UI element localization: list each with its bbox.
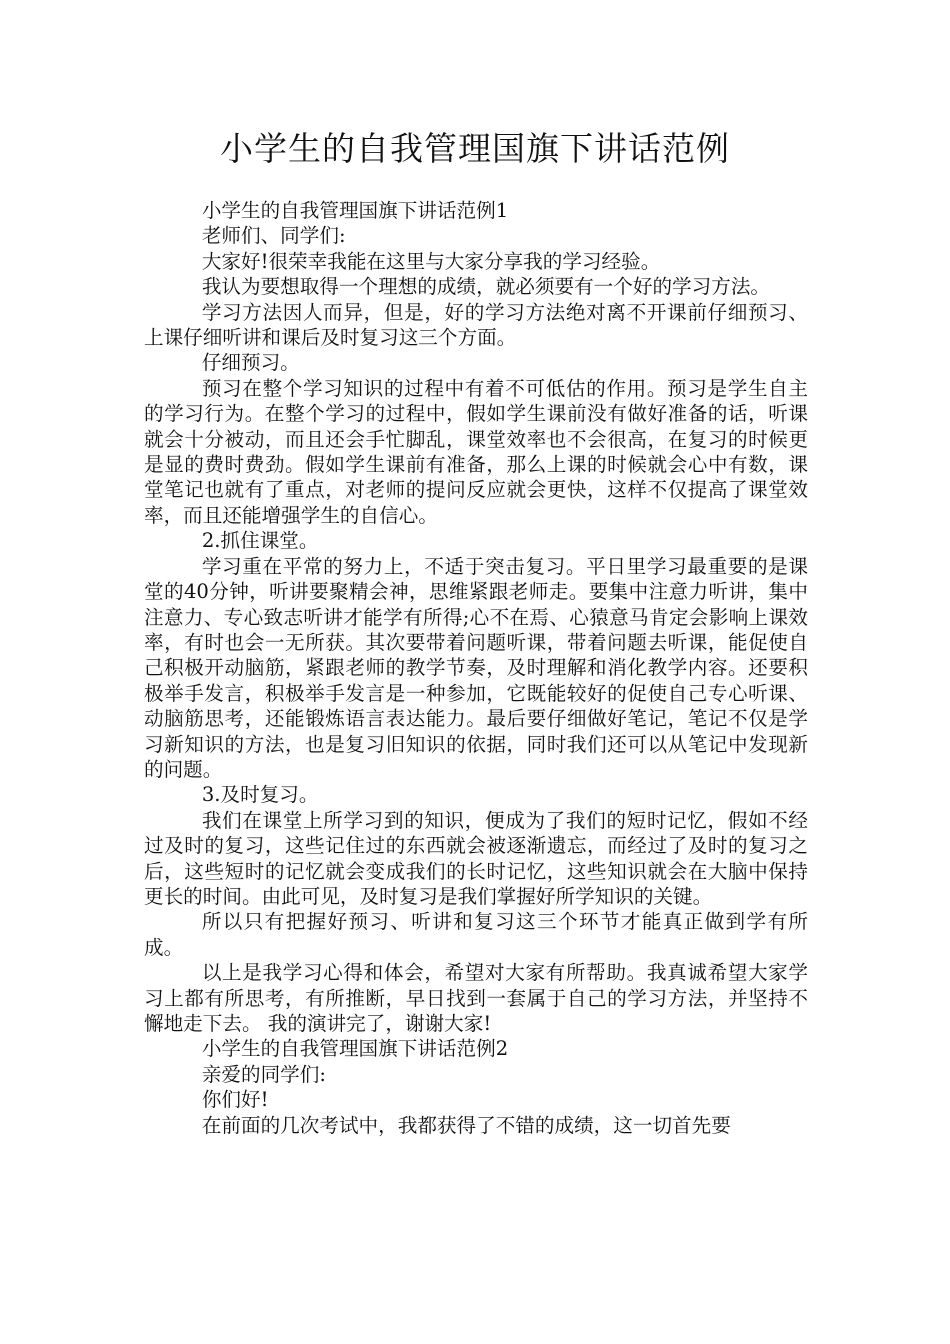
subheading-preview: 仔细预习。: [201, 351, 300, 375]
section-heading-2: 小学生的自我管理国旗下讲话范例2: [201, 1037, 509, 1061]
paragraph: 所以只有把握好预习、听讲和复习这三个环节才能真正做到学有所成。: [144, 910, 808, 959]
paragraph: 在前面的几次考试中，我都获得了不错的成绩，这一切首先要: [201, 1113, 731, 1137]
section-heading-1: 小学生的自我管理国旗下讲话范例1: [201, 199, 509, 222]
paragraph: 学习重在平常的努力上，不适于突击复习。平日里学习最重要的是课堂的40分钟，听讲要聚精会神，思维紧跟老师走。要集中注意力听讲，集中注意力、专心致志听讲才能学有所得;心不在焉、心猿意马肯定会影响上课效率，有时也会一无所获。其次要带着问题听课，带着问题去听课，能促使自己积极开动脑筋，紧跟老师的教学节奏，及时理解和消化教学内容。还要积极举手发言，积极举手发言是一种参加，它既能较好的促使自己专心听课、动脑筋思考，还能锻炼语言表达能力。最后要仔细做好笔记，笔记不仅是学习新知识的方法，也是复习旧知识的依据，同时我们还可以从笔记中发现新的问题。: [144, 554, 808, 781]
greeting: 大家好!很荣幸我能在这里与大家分享我的学习经验。: [201, 249, 661, 273]
subheading-review: 3.及时复习。: [201, 783, 319, 807]
paragraph: 学习方法因人而异，但是，好的学习方法绝对离不开课前仔细预习、上课仔细听讲和课后及时复习这三个方面。: [144, 300, 808, 350]
salutation: 老师们、同学们:: [201, 224, 346, 248]
paragraph: 我们在课堂上所学习到的知识，便成为了我们的短时记忆，假如不经过及时的复习，这些记住过的东西就会被逐渐遗忘，而经过了及时的复习之后，这些短时的记忆就会变成我们的长时记忆，这些知识就会在大脑中保持更长的时间。由此可见，及时复习是我们掌握好所学知识的关键。: [144, 808, 808, 908]
subheading-class: 2.抓住课堂。: [201, 529, 319, 553]
salutation: 亲爱的同学们:: [201, 1062, 326, 1086]
paragraph: 以上是我学习心得和体会，希望对大家有所帮助。我真诚希望大家学习上都有所思考，有所推断，早日找到一套属于自己的学习方法，并坚持不懈地走下去。 我的演讲完了，谢谢大家!: [144, 961, 808, 1035]
document-body: [144, 198, 808, 1138]
greeting: 你们好!: [201, 1088, 269, 1112]
paragraph: 我认为要想取得一个理想的成绩，就必须要有一个好的学习方法。: [201, 275, 771, 299]
document-title: 小学生的自我管理国旗下讲话范例: [220, 129, 730, 168]
paragraph: 预习在整个学习知识的过程中有着不可低估的作用。预习是学生自主的学习行为。在整个学习的过程中，假如学生课前没有做好准备的话，听课就会十分被动，而且还会手忙脚乱，课堂效率也不会很高，在复习的时候更是显的费时费劲。假如学生课前有准备，那么上课的时候就会心中有数，课堂笔记也就有了重点，对老师的提问反应就会更快，这样不仅提高了课堂效率，而且还能增强学生的自信心。: [144, 376, 808, 527]
